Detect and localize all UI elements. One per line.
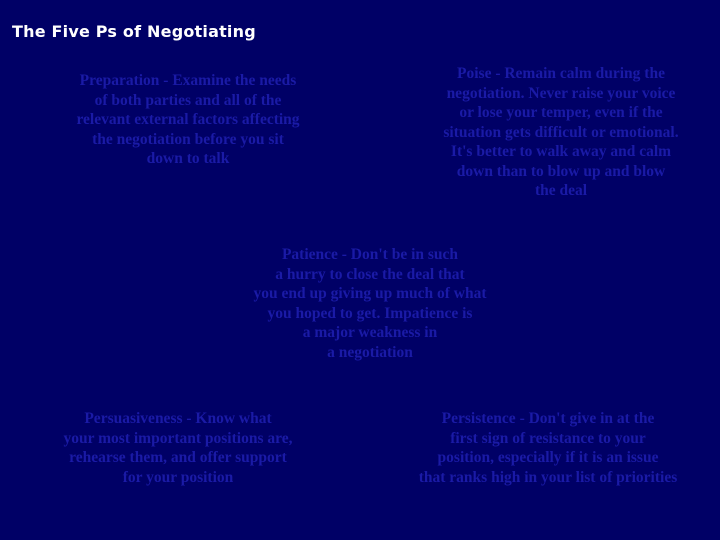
preparation-text: Preparation - Examine the needs of both parties and all of the relevant external factors affecting the negotiation before you sit down to talk: [76, 72, 300, 167]
persistence-text: Persistence - Don't give in at the first sign of resistance to your position, especially if it is an issue that ranks high in your list of priorities: [418, 410, 678, 486]
slide-title: The Five Ps of Negotiating: [12, 22, 256, 41]
persuasiveness-text: Persuasiveness - Know what your most important positions are, rehearse them, and offer support for your position: [63, 410, 293, 486]
poise-text: Poise - Remain calm during the negotiation. Never raise your voice or lose your temper, even if the situation gets difficult or emotional. It's better to walk away and calm down than to blow up and blow the deal: [443, 65, 679, 199]
patience-text: Patience - Don't be in such a hurry to close the deal that you end up giving up much of what you hoped to get. Impatience is a major weakness in a negotiation: [253, 246, 487, 361]
